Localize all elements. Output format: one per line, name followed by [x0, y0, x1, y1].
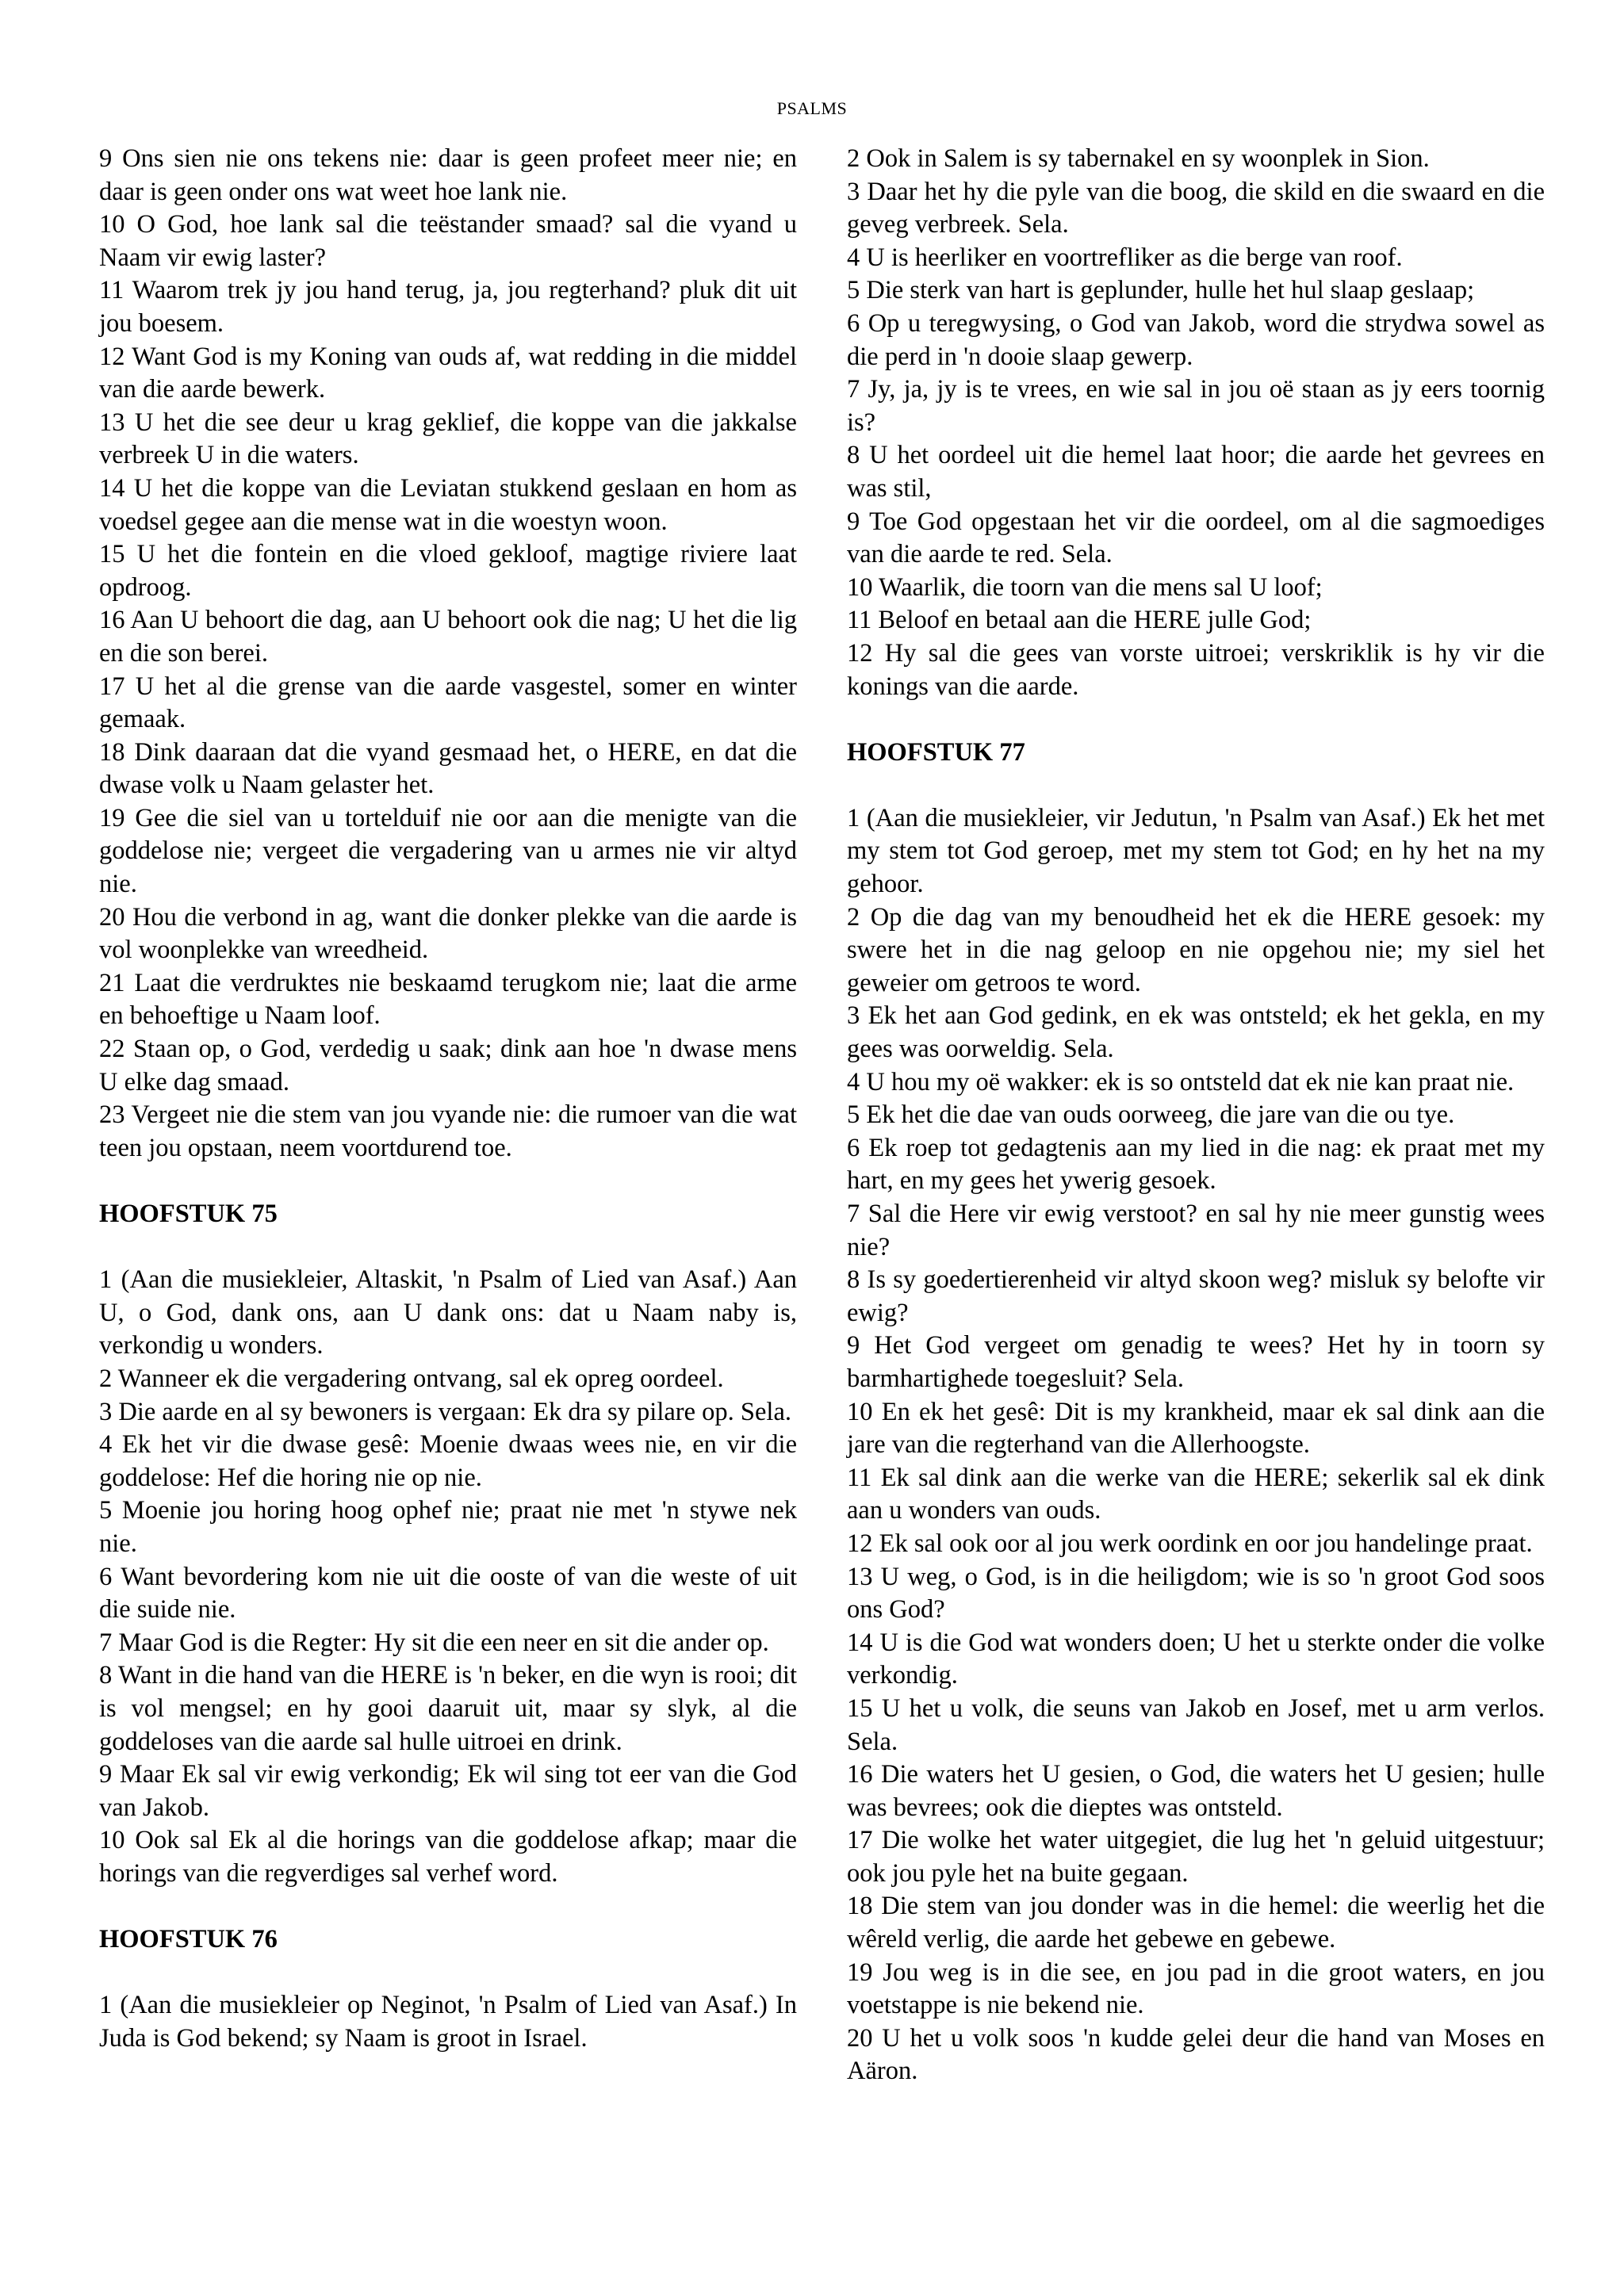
verse-paragraph: 6 Op u teregwysing, o God van Jakob, word die strydwa sowel as die perd in 'n dooie slaap gewerp.: [847, 308, 1545, 371]
verse-paragraph: 10 Waarlik, die toorn van die mens sal U loof;: [847, 572, 1323, 602]
verse-paragraph: 16 Die waters het U gesien, o God, die waters het U gesien; hulle was bevrees; ook die dieptes was ontsteld.: [847, 1760, 1545, 1822]
verse-paragraph: 10 O God, hoe lank sal die teëstander smaad? sal die vyand u Naam vir ewig laster?: [99, 210, 797, 272]
verse-paragraph: 10 En ek het gesê: Dit is my krankheid, maar ek sal dink aan die jare van die regterhand van die Allerhoogste.: [847, 1397, 1545, 1460]
verse-paragraph: 12 Ek sal ook oor al jou werk oordink en oor jou handelinge praat.: [847, 1529, 1533, 1558]
verse-paragraph: 6 Ek roep tot gedagtenis aan my lied in die nag: ek praat met my hart, en my gees het ywerig gesoek.: [847, 1133, 1545, 1196]
verse-paragraph: 15 U het u volk, die seuns van Jakob en Josef, met u arm verlos. Sela.: [847, 1693, 1545, 1756]
verse-paragraph: 15 U het die fontein en die vloed gekloof, magtige riviere laat opdroog.: [99, 540, 797, 602]
chapter-heading: HOOFSTUK 76: [99, 1925, 278, 1954]
verse-paragraph: 4 Ek het vir die dwase gesê: Moenie dwaas wees nie, en vir die goddelose: Hef die horing nie op nie.: [99, 1430, 797, 1492]
verse-paragraph: 7 Maar God is die Regter: Hy sit die een neer en sit die ander op.: [99, 1628, 769, 1657]
verse-paragraph: 21 Laat die verdruktes nie beskaamd terugkom nie; laat die arme en behoeftige u Naam loof.: [99, 968, 797, 1031]
verse-paragraph: 13 U weg, o God, is in die heiligdom; wie is so 'n groot God soos ons God?: [847, 1562, 1545, 1624]
running-header: PSALMS: [776, 98, 848, 118]
verse-paragraph: 1 (Aan die musiekleier op Neginot, 'n Psalm of Lied van Asaf.) In Juda is God bekend; sy Naam is groot in Israel.: [99, 1991, 797, 2053]
verse-paragraph: 1 (Aan die musiekleier, Altaskit, 'n Psalm of Lied van Asaf.) Aan U, o God, dank ons, aan U dank ons: dat u Naam naby is, verkondig u wonders.: [99, 1265, 797, 1360]
verse-paragraph: 14 U het die koppe van die Leviatan stukkend geslaan en hom as voedsel gegee aan die mense wat in die woestyn woon.: [99, 473, 797, 536]
left-column: [99, 143, 797, 2055]
verse-paragraph: 8 Want in die hand van die HERE is 'n beker, en die wyn is rooi; dit is vol mengsel; en hy gooi daaruit uit, maar sy slyk, al die goddeloses van die aarde sal hulle uitroei en drink.: [99, 1661, 797, 1756]
verse-paragraph: 14 U is die God wat wonders doen; U het u sterkte onder die volke verkondig.: [847, 1628, 1545, 1690]
verse-paragraph: 8 U het oordeel uit die hemel laat hoor; die aarde het gevrees en was stil,: [847, 441, 1545, 503]
verse-paragraph: 2 Ook in Salem is sy tabernakel en sy woonplek in Sion.: [847, 144, 1430, 173]
verse-paragraph: 17 U het al die grense van die aarde vasgestel, somer en winter gemaak.: [99, 672, 797, 734]
verse-paragraph: 12 Hy sal die gees van vorste uitroei; verskriklik is hy vir die konings van die aarde.: [847, 638, 1545, 701]
verse-paragraph: 4 U hou my oë wakker: ek is so ontsteld dat ek nie kan praat nie.: [847, 1067, 1515, 1096]
right-column: [847, 143, 1545, 2088]
verse-paragraph: 2 Wanneer ek die vergadering ontvang, sal ek opreg oordeel.: [99, 1364, 724, 1393]
verse-paragraph: 18 Dink daaraan dat die vyand gesmaad het, o HERE, en dat die dwase volk u Naam gelaster het.: [99, 737, 797, 800]
chapter-heading: HOOFSTUK 75: [99, 1200, 278, 1228]
verse-paragraph: 4 U is heerliker en voortrefliker as die berge van roof.: [847, 243, 1403, 272]
verse-paragraph: 1 (Aan die musiekleier, vir Jedutun, 'n Psalm van Asaf.) Ek het met my stem tot God geroep, met my stem tot God; en hy het na my gehoor.: [847, 803, 1545, 899]
verse-paragraph: 20 U het u volk soos 'n kudde gelei deur die hand van Moses en Aäron.: [847, 2023, 1545, 2086]
verse-paragraph: 11 Waarom trek jy jou hand terug, ja, jou regterhand? pluk dit uit jou boesem.: [99, 276, 797, 338]
verse-paragraph: 16 Aan U behoort die dag, aan U behoort ook die nag; U het die lig en die son berei.: [99, 606, 797, 668]
verse-paragraph: 9 Toe God opgestaan het vir die oordeel, om al die sagmoediges van die aarde te red. Sela.: [847, 507, 1545, 569]
verse-paragraph: 11 Beloof en betaal aan die HERE julle God;: [847, 606, 1312, 635]
verse-paragraph: 3 Ek het aan God gedink, en ek was ontsteld; ek het gekla, en my gees was oorweldig. Sela.: [847, 1001, 1545, 1064]
verse-paragraph: 18 Die stem van jou donder was in die hemel: die weerlig het die wêreld verlig, die aarde het gebewe en gebewe.: [847, 1892, 1545, 1954]
verse-paragraph: 19 Jou weg is in die see, en jou pad in die groot waters, en jou voetstappe is nie bekend nie.: [847, 1957, 1545, 2020]
verse-paragraph: 9 Maar Ek sal vir ewig verkondig; Ek wil sing tot eer van die God van Jakob.: [99, 1760, 797, 1822]
verse-paragraph: 19 Gee die siel van u tortelduif nie oor aan die menigte van die goddelose nie; vergeet die vergadering van u armes nie vir altyd nie.: [99, 803, 797, 899]
verse-paragraph: 6 Want bevordering kom nie uit die ooste of van die weste of uit die suide nie.: [99, 1562, 797, 1624]
verse-paragraph: 3 Daar het hy die pyle van die boog, die skild en die swaard en die geveg verbreek. Sela.: [847, 177, 1545, 239]
verse-paragraph: 20 Hou die verbond in ag, want die donker plekke van die aarde is vol woonplekke van wreedheid.: [99, 902, 797, 965]
verse-paragraph: 7 Sal die Here vir ewig verstoot? en sal hy nie meer gunstig wees nie?: [847, 1200, 1545, 1261]
verse-paragraph: 5 Ek het die dae van ouds oorweeg, die jare van die ou tye.: [847, 1100, 1455, 1130]
verse-paragraph: 7 Jy, ja, jy is te vrees, en wie sal in jou oë staan as jy eers toornig is?: [847, 375, 1545, 437]
verse-paragraph: 5 Die sterk van hart is geplunder, hulle het hul slaap geslaap;: [847, 276, 1475, 305]
verse-paragraph: 23 Vergeet nie die stem van jou vyande nie: die rumoer van die wat teen jou opstaan, neem voortdurend toe.: [99, 1100, 797, 1162]
verse-paragraph: 17 Die wolke het water uitgegiet, die lug het 'n geluid uitgestuur; ook jou pyle het na buite gegaan.: [847, 1826, 1545, 1888]
verse-paragraph: 12 Want God is my Koning van ouds af, wat redding in die middel van die aarde bewerk.: [99, 342, 797, 404]
verse-paragraph: 22 Staan op, o God, verdedig u saak; dink aan hoe 'n dwase mens U elke dag smaad.: [99, 1035, 797, 1096]
verse-paragraph: 9 Ons sien nie ons tekens nie: daar is geen profeet meer nie; en daar is geen onder ons wat weet hoe lank nie.: [99, 144, 797, 206]
verse-paragraph: 2 Op die dag van my benoudheid het ek die HERE gesoek: my swere het in die nag geloop en nie opgehou nie; my siel het geweier om getroos te word.: [847, 902, 1545, 997]
verse-paragraph: 10 Ook sal Ek al die horings van die goddelose afkap; maar die horings van die regverdiges sal verhef word.: [99, 1826, 797, 1888]
verse-paragraph: 8 Is sy goedertierenheid vir altyd skoon weg? misluk sy belofte vir ewig?: [847, 1265, 1545, 1327]
verse-paragraph: 9 Het God vergeet om genadig te wees? Het hy in toorn sy barmhartighede toegesluit? Sela.: [847, 1331, 1545, 1393]
verse-paragraph: 5 Moenie jou horing hoog ophef nie; praat nie met 'n stywe nek nie.: [99, 1496, 797, 1558]
verse-paragraph: 11 Ek sal dink aan die werke van die HERE; sekerlik sal ek dink aan u wonders van ouds.: [847, 1463, 1545, 1525]
verse-paragraph: 13 U het die see deur u krag geklief, die koppe van die jakkalse verbreek U in die waters.: [99, 408, 797, 470]
verse-paragraph: 3 Die aarde en al sy bewoners is vergaan: Ek dra sy pilare op. Sela.: [99, 1397, 791, 1426]
chapter-heading: HOOFSTUK 77: [847, 737, 1025, 767]
